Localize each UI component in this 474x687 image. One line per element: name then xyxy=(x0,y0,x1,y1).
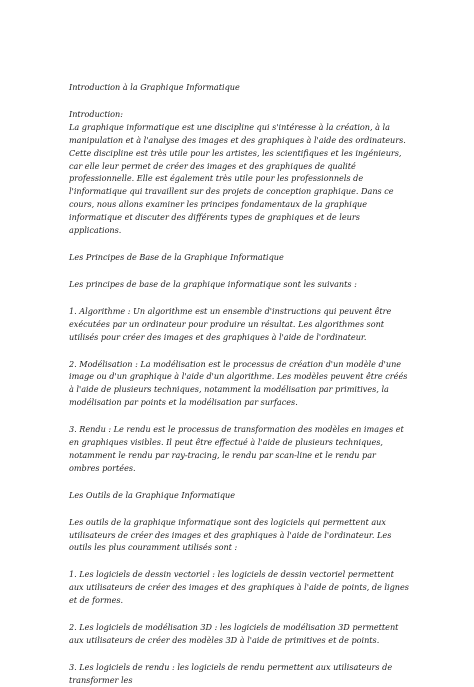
tool-item-vectoriel: 1. Les logiciels de dessin vectoriel : les logiciels de dessin vectoriel permettent aux utilisateurs de créer des images et des graphiques à l'aide de points, de lignes et de formes. xyxy=(69,569,409,606)
principle-item-modelisation: 2. Modélisation : La modélisation est le processus de création d'un modèle d'une image ou d'un graphique à l'aide d'un algorithme. Les modèles peuvent être créés à l'aide de plusieurs techniques, notamment la modélisation par primitives, la modélisation par points et la modélisation par surfaces. xyxy=(69,358,408,408)
document-title: Introduction à la Graphique Informatique xyxy=(69,82,240,92)
intro-heading: Introduction: xyxy=(69,108,123,119)
tool-item-modelisation-3d: 2. Les logiciels de modélisation 3D : les logiciels de modélisation 3D permettent aux utilisateurs de créer des modèles 3D à l'aide de primitives et de points. xyxy=(69,622,399,645)
intro-paragraph: La graphique informatique est une discipline qui s'intéresse à la création, à la manipulation et à l'analyse des images et des graphiques à l'aide des ordinateurs. Cette discipline est très utile pour les artistes, les scientifiques et les ingénieurs, car elle leur permet de créer des images et des graphiques de qualité professionnelle. Elle est également très utile pour les professionnels de l'informatique qui travaillent sur des projets de conception graphique. Dans ce cours, nous allons examiner les principes fondamentaux de la graphique informatique et discuter des différents types de graphiques et de leurs applications. xyxy=(69,121,406,236)
tools-intro: Les outils de la graphique informatique sont des logiciels qui permettent aux utilisateurs de créer des images et des graphiques à l'aide de l'ordinateur. Les outils les plus couramment utilisés sont : xyxy=(69,516,392,553)
tool-item-rendu: 3. Les logiciels de rendu : les logiciels de rendu permettent aux utilisateurs de transformer les xyxy=(69,661,393,685)
tools-heading: Les Outils de la Graphique Informatique xyxy=(69,489,235,500)
principles-intro: Les principes de base de la graphique informatique sont les suivants : xyxy=(69,278,357,289)
document-body xyxy=(69,81,409,687)
principles-heading: Les Principes de Base de la Graphique Informatique xyxy=(69,251,284,262)
principle-item-rendu: 3. Rendu : Le rendu est le processus de transformation des modèles en images et en graphiques visibles. Il peut être effectué à l'aide de plusieurs techniques, notamment le rendu par ray-tracing, le rendu par scan-line et le rendu par ombres portées. xyxy=(69,424,404,473)
principle-item-algorithme: 1. Algorithme : Un algorithme est un ensemble d'instructions qui peuvent être exécutées par un ordinateur pour produire un résultat. Les algorithmes sont utilisés pour créer des images et des graphiques à l'aide de l'ordinateur. xyxy=(69,305,392,342)
